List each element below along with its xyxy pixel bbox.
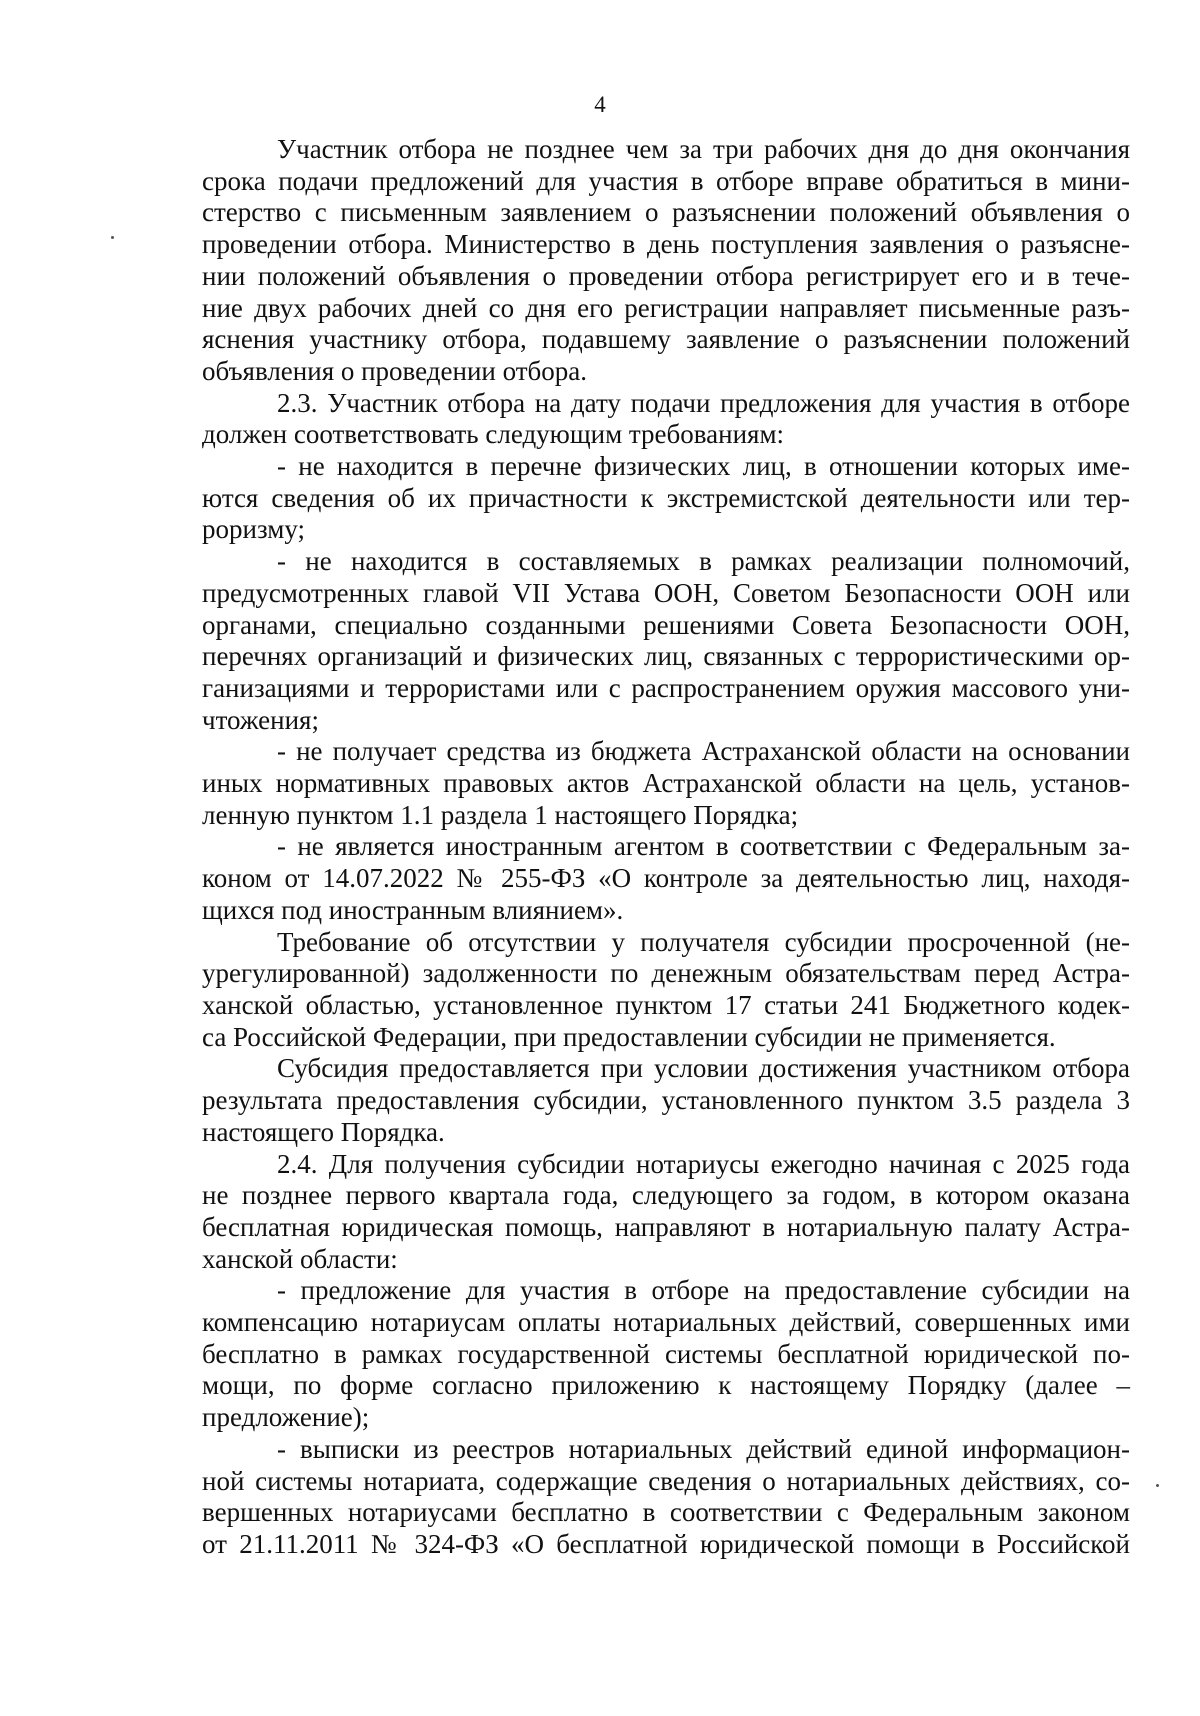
list-item-un-lists: [202, 546, 1130, 736]
paragraph-clarification-request: [202, 134, 1130, 388]
text-line: предусмотренных главой VII Устава ООН, Советом Безопасности ООН или: [202, 577, 1130, 608]
text-line: - не получает средства из бюджета Астраханской области на основании: [277, 736, 1130, 767]
text-line: ной системы нотариата, содержащие сведения о нотариальных действиях, со-: [202, 1465, 1130, 1496]
scan-speck: [1156, 1484, 1159, 1487]
text-line: настоящего Порядка.: [202, 1116, 445, 1147]
text-line: органами, специально созданными решениями Совета Безопасности ООН,: [202, 609, 1130, 640]
list-item-budget-funds: [202, 736, 1130, 831]
text-line: - предложение для участия в отборе на предоставление субсидии на: [277, 1275, 1130, 1306]
scan-speck: [111, 236, 114, 239]
text-line: компенсацию нотариусам оплаты нотариальных действий, совершенных ими: [202, 1307, 1130, 1338]
text-line: 2.4. Для получения субсидии нотариусы ежегодно начиная с 2025 года: [277, 1148, 1130, 1179]
text-line: нии положений объявления о проведении отбора регистрирует его и в тече-: [202, 260, 1130, 291]
text-line: коном от 14.07.2022 № 255-ФЗ «О контроле за деятельностью лиц, находя-: [202, 863, 1130, 894]
paragraph-subsidy-condition: [202, 1053, 1130, 1148]
text-line: са Российской Федерации, при предоставлении субсидии не применяется.: [202, 1021, 1056, 1052]
text-line: иных нормативных правовых актов Астраханской области на цель, установ-: [202, 768, 1130, 799]
text-line: стерство с письменным заявлением о разъяснении положений объявления о: [202, 197, 1130, 228]
text-line: от 21.11.2011 № 324-ФЗ «О бесплатной юридической помощи в Российской: [202, 1528, 1130, 1559]
list-item-proposal: [202, 1275, 1130, 1434]
text-line: - не находится в составляемых в рамках реализации полномочий,: [277, 546, 1130, 577]
list-item-extremism: [202, 451, 1130, 546]
paragraph-debt-requirement: [202, 927, 1130, 1054]
text-line: ганизациями и террористами или с распространением оружия массового уни-: [202, 672, 1130, 703]
text-line: бесплатная юридическая помощь, направляют в нотариальную палату Астра-: [202, 1211, 1130, 1242]
text-line: Участник отбора не позднее чем за три рабочих дня до дня окончания: [277, 134, 1130, 164]
text-line: проведении отбора. Министерство в день поступления заявления о разъясне-: [202, 229, 1130, 260]
text-line: бесплатно в рамках государственной системы бесплатной юридической по-: [202, 1338, 1130, 1369]
text-line: вершенных нотариусами бесплатно в соответствии с Федеральным законом: [202, 1497, 1130, 1528]
text-line: яснения участнику отбора, подавшему заявление о разъяснении положений: [202, 324, 1130, 355]
text-line: не позднее первого квартала года, следующего за годом, в котором оказана: [202, 1180, 1130, 1211]
text-line: ются сведения об их причастности к экстремистской деятельности или тер-: [202, 482, 1130, 513]
text-line: - не находится в перечне физических лиц, в отношении которых име-: [277, 451, 1130, 482]
text-line: - выписки из реестров нотариальных действий единой информацион-: [277, 1433, 1130, 1464]
text-line: урегулированной) задолженности по денежным обязательствам перед Астра-: [202, 958, 1130, 989]
text-line: роризму;: [202, 514, 305, 545]
text-line: объявления о проведении отбора.: [202, 355, 588, 386]
list-item-registry-extracts: [202, 1434, 1130, 1561]
text-line: мощи, по форме согласно приложению к настоящему Порядку (далее –: [202, 1370, 1130, 1401]
text-line: Субсидия предоставляется при условии достижения участником отбора: [277, 1053, 1130, 1084]
text-line: перечнях организаций и физических лиц, связанных с террористическими ор-: [202, 641, 1130, 672]
text-line: чтожения;: [202, 704, 319, 735]
paragraph-section-2-4: [202, 1149, 1130, 1276]
text-line: ханской области:: [202, 1243, 398, 1274]
text-line: ленную пунктом 1.1 раздела 1 настоящего Порядка;: [202, 799, 799, 830]
text-line: Требование об отсутствии у получателя субсидии просроченной (не-: [277, 926, 1130, 957]
text-line: ние двух рабочих дней со дня его регистрации направляет письменные разъ-: [202, 292, 1130, 323]
text-line: предложение);: [202, 1402, 370, 1433]
text-line: должен соответствовать следующим требованиям:: [202, 419, 785, 450]
text-line: - не является иностранным агентом в соответствии с Федеральным за-: [277, 831, 1130, 862]
document-body: [202, 134, 1130, 1561]
text-line: результата предоставления субсидии, установленного пунктом 3.5 раздела 3: [202, 1085, 1130, 1116]
text-line: щихся под иностранным влиянием».: [202, 894, 624, 925]
text-line: ханской областью, установленное пунктом 17 статьи 241 Бюджетного кодек-: [202, 989, 1130, 1020]
page-number: 4: [594, 92, 606, 117]
text-line: срока подачи предложений для участия в отборе вправе обратиться в мини-: [202, 165, 1130, 196]
paragraph-section-2-3: [202, 388, 1130, 451]
list-item-foreign-agent: [202, 831, 1130, 926]
text-line: 2.3. Участник отбора на дату подачи предложения для участия в отборе: [277, 387, 1130, 418]
